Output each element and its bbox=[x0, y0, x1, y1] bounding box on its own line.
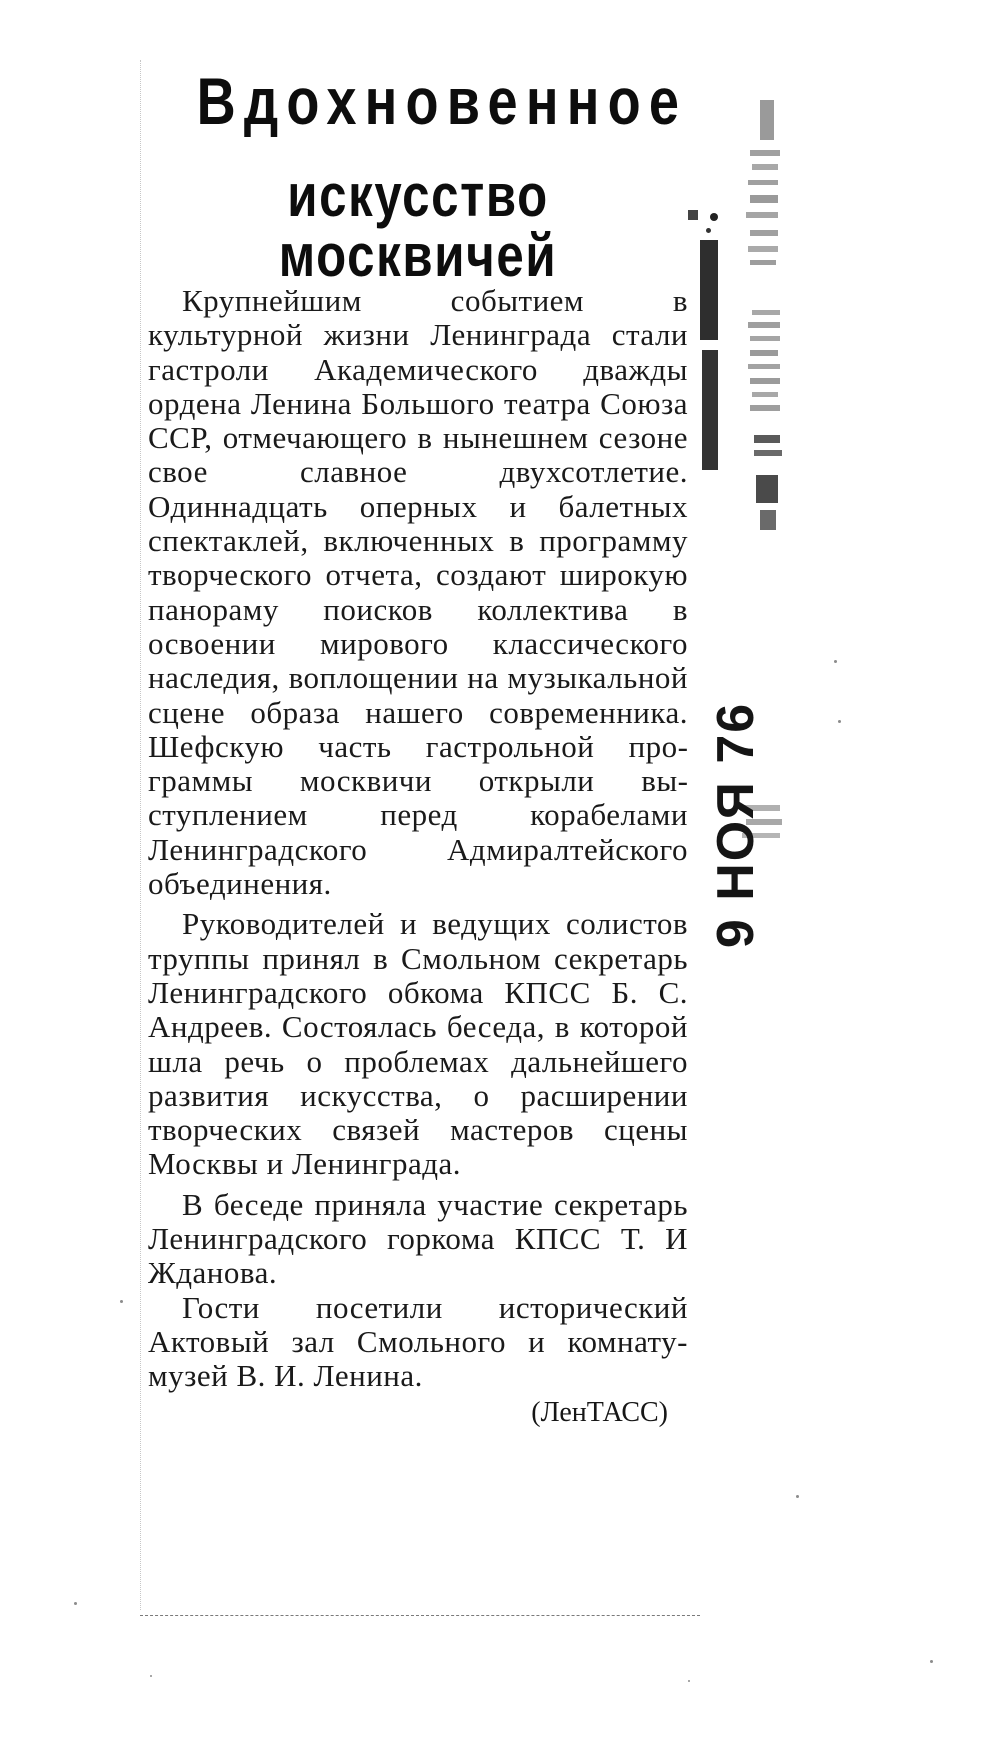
scan-speck bbox=[834, 660, 837, 663]
scan-speck bbox=[74, 1602, 77, 1605]
article-body bbox=[148, 284, 688, 1394]
scan-speck bbox=[930, 1660, 933, 1663]
article-paragraph-1: Крупнейшим событием в культурной жизни Ленинграда стали гастроли Академического дважды ордена Ленина Большого театра Союза ССР, отмечающего в нынешнем сезоне свое славное двухсотлетие. Одиннадцать оперных и балетных спектаклей, включенных в программу творческого отчета, создают широкую панораму поисков коллектива в освоении мирового классического наследия, воплощении на музыкальной сцене образа нашего современника. Шефскую часть гастрольной программы москвичи открыли выступлением перед корабелами Ленинградского Адмиралтейского объединения. bbox=[148, 283, 688, 902]
scan-speck bbox=[796, 1495, 799, 1498]
headline-line-1: Вдохновенное bbox=[196, 64, 688, 138]
scan-speck bbox=[838, 720, 841, 723]
article-paragraph-4: Гости посетили исторический Актовый зал Смольного и комнату-музей В. И. Ленина. bbox=[148, 1289, 688, 1394]
scan-speck bbox=[150, 1675, 152, 1677]
clipping-left-edge bbox=[140, 60, 141, 1610]
headline-line-2: искусство москвичей bbox=[278, 162, 558, 289]
article-paragraph-3: В беседе приняла участие секретарь Ленинградского горкома КПСС Т. И Жданова. bbox=[148, 1186, 688, 1291]
scan-speck bbox=[710, 213, 718, 221]
date-stamp-text: 9 НОЯ 76 bbox=[707, 701, 765, 949]
article-headline bbox=[196, 60, 688, 289]
scan-speck bbox=[688, 1680, 690, 1682]
scan-speck bbox=[706, 228, 711, 233]
clipping-bottom-edge bbox=[140, 1615, 700, 1616]
scan-speck bbox=[120, 1300, 123, 1303]
newspaper-clipping bbox=[148, 60, 688, 1430]
adjacent-column-fragment bbox=[700, 100, 780, 580]
article-source: (ЛенТАСС) bbox=[531, 1396, 668, 1428]
article-paragraph-2: Руководителей и ведущих солистов труппы принял в Смольном секретарь Ленинградского обкома КПСС Б. С. Андреев. Состоялась беседа, в которой шла речь о проблемах дальнейшего развития искусства, о расширении творческих связей мастеров сцены Москвы и Ленинграда. bbox=[148, 906, 688, 1182]
